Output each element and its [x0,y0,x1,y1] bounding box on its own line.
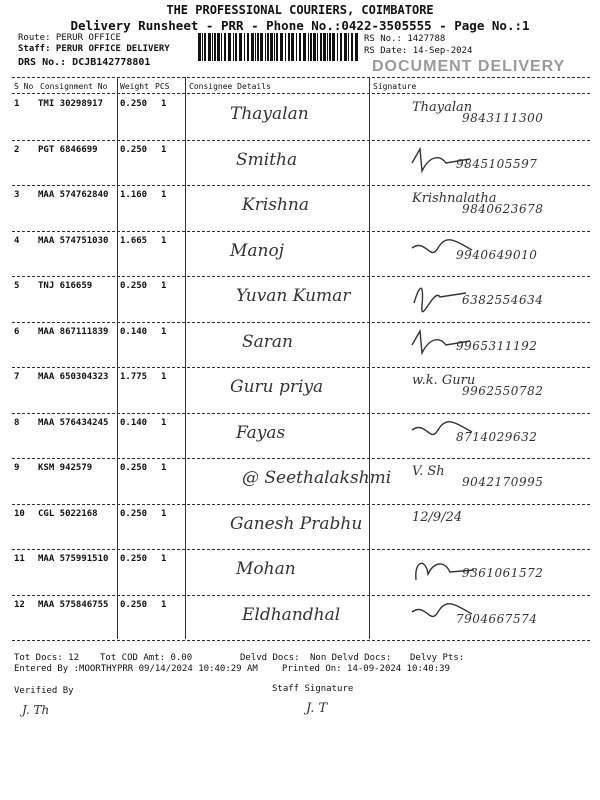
col-divider [117,77,118,639]
row-pcs: 1 [161,190,167,200]
barcode-bar [310,33,312,61]
barcode-bar [257,33,259,61]
barcode-bar [280,33,283,61]
row-consignment-no: TNJ 616659 [38,281,93,291]
entered-by: Entered By :MOORTHYPRR 09/14/2024 10:40:29 AM [14,664,258,674]
row-weight: 0.140 [120,326,148,337]
barcode-bar [267,33,269,61]
consignee-phone: 6382554634 [462,293,544,307]
row-pcs: 1 [161,508,167,519]
barcode-bar [308,33,309,61]
drs-number: DRS No.: DCJB142778801 [18,57,151,68]
row-sno: 6 [14,326,20,337]
row-sno: 3 [14,190,20,200]
barcode-bar [217,33,220,61]
col-header-pcs: PCS [155,82,170,91]
row-sno: 7 [14,372,20,382]
barcode-bar [351,33,353,61]
consignee-handwritten-name: Smitha [236,149,298,170]
document-delivery-stamp: DOCUMENT DELIVERY [372,58,566,75]
consignee-handwritten-name: Fayas [236,422,286,443]
barcode-bar [313,33,316,61]
non-delvd-docs: Non Delvd Docs: [310,653,392,663]
row-consignment-no: MAA 867111839 [38,326,109,337]
consignee-signature: Thayalan [412,100,473,115]
header-row-border [12,93,590,94]
barcode-bar [204,33,206,61]
consignee-phone: 9361061572 [462,566,544,580]
row-pcs: 1 [161,326,167,337]
consignee-handwritten-name: Manoj [230,240,284,261]
barcode-bar [327,33,328,61]
barcode-bar [228,33,231,61]
row-sno: 12 [14,599,25,610]
row-pcs: 1 [161,554,167,564]
barcode-bar [303,33,306,61]
row-pcs: 1 [161,463,167,473]
row-sno: 10 [14,508,25,519]
row-pcs: 1 [161,99,167,109]
printed-on: Printed On: 14-09-2024 10:40:39 [282,664,450,674]
row-consignment-no: MAA 576434245 [38,417,109,428]
row-consignment-no: CGL 5022168 [38,508,98,519]
consignee-phone: 9965311192 [456,338,538,353]
barcode-bar [320,33,322,61]
barcode-bar [317,33,318,61]
row-pcs: 1 [161,372,167,382]
barcode-bar [214,33,216,61]
row-consignment-no: MAA 650304323 [38,372,109,382]
table-top-border [12,77,590,78]
tot-cod-amt: Tot COD Amt: 0.00 [100,653,193,663]
row-consignment-no: MAA 574762840 [38,190,109,200]
row-separator [12,549,590,550]
col-divider [369,77,370,639]
row-separator [12,367,590,368]
barcode-bar [288,33,290,61]
row-pcs: 1 [161,599,167,610]
row-weight: 0.250 [120,599,148,610]
row-separator [12,504,590,505]
row-sno: 2 [14,144,20,155]
consignee-handwritten-name: Mohan [236,559,296,579]
table-bottom-border [12,640,590,641]
row-weight: 0.250 [120,508,148,519]
barcode-bar [323,33,326,61]
barcode-bar [247,33,249,61]
barcode-bar [251,33,254,61]
delvd-docs: Delvd Docs: [240,653,300,663]
row-sno: 5 [14,281,20,291]
barcode-icon [198,33,358,61]
consignee-phone: 9962550782 [462,384,544,398]
row-weight: 0.140 [120,417,148,428]
consignee-handwritten-name: Krishna [242,195,310,215]
barcode-bar [276,33,278,61]
barcode-bar [291,33,294,61]
signature-stroke [414,288,466,311]
consignee-handwritten-name: Ganesh Prabhu [230,513,363,534]
row-weight: 0.250 [120,463,148,473]
barcode-bar [212,33,213,61]
row-weight: 0.250 [120,144,148,155]
row-separator [12,231,590,232]
rs-date: RS Date: 14-Sep-2024 [364,46,473,56]
consignee-signature: w.k. Guru [412,373,476,388]
col-header-signature: Signature [373,82,417,91]
col-header-weight: Weight [120,82,149,91]
verified-by-signature: J. Th [22,703,50,717]
staff-signature: J. T [306,701,328,716]
barcode-bar [208,33,211,61]
row-weight: 1.160 [120,190,148,200]
barcode-bar [239,33,242,61]
tot-docs: Tot Docs: 12 [14,653,80,663]
runsheet-title: Delivery Runsheet - PRR - Phone No.:0422-3505555 - Page No.:1 [70,18,530,33]
row-consignment-no: MAA 574751030 [38,235,109,246]
row-consignment-no: PGT 6846699 [38,144,98,155]
row-weight: 0.250 [120,281,148,291]
row-pcs: 1 [161,281,167,291]
barcode-bar [285,33,286,61]
consignee-handwritten-name: Guru priya [230,377,324,397]
barcode-bar [198,33,201,61]
consignee-phone: 9840623678 [462,202,544,216]
row-separator [12,140,590,141]
consignee-phone: 9843111300 [462,111,544,125]
row-weight: 0.250 [120,554,148,564]
row-sno: 8 [14,417,20,428]
barcode-bar [296,33,297,61]
consignee-handwritten-name: Saran [242,331,293,352]
barcode-bar [270,33,273,61]
barcode-bar [244,33,245,61]
row-consignment-no: KSM 942579 [38,463,93,473]
barcode-bar [260,33,263,61]
barcode-bar [340,33,342,61]
barcode-bar [235,33,237,61]
verified-by-label: Verified By [14,686,74,696]
consignee-phone: 9845105597 [456,156,538,171]
delvy-pts: Delvy Pts: [410,653,465,663]
row-separator [12,276,590,277]
staff-label: Staff: PERUR OFFICE DELIVERY [18,44,170,54]
row-sno: 4 [14,235,20,246]
row-weight: 0.250 [120,99,148,109]
barcode-bar [332,33,335,61]
row-separator [12,322,590,323]
barcode-bar [299,33,301,61]
row-consignment-no: MAA 575991510 [38,554,109,564]
consignee-signature: 12/9/24 [412,509,463,525]
consignee-phone: 8714029632 [456,429,538,444]
row-pcs: 1 [161,235,167,246]
company-title: THE PROFESSIONAL COURIERS, COIMBATORE [166,3,434,17]
row-pcs: 1 [161,417,167,428]
consignee-handwritten-name: Thayalan [230,104,309,124]
row-separator [12,413,590,414]
consignee-phone: 9042170995 [462,475,544,489]
barcode-bar [233,33,234,61]
row-consignment-no: MAA 575846755 [38,599,109,610]
consignee-phone: 9940649010 [456,247,538,262]
row-weight: 1.665 [120,235,148,246]
barcode-bar [221,33,222,61]
col-header-sno: S No [14,82,34,91]
row-pcs: 1 [161,144,167,155]
consignee-phone: 7904667574 [456,611,538,626]
row-consignment-no: TMI 30298917 [38,99,104,109]
consignee-signature: V. Sh [412,464,445,479]
barcode-bar [355,33,358,61]
consignee-handwritten-name: Yuvan Kumar [236,286,351,306]
barcode-bar [202,33,203,61]
barcode-bar [344,33,347,61]
row-sno: 1 [14,99,20,109]
col-divider [185,77,186,639]
row-sno: 9 [14,463,20,473]
row-separator [12,595,590,596]
barcode-bar [337,33,338,61]
consignee-handwritten-name: @ Seethalakshmi [242,468,392,488]
consignee-handwritten-name: Eldhandhal [242,604,341,625]
col-header-consignment: Consignment No [40,82,108,91]
barcode-bar [265,33,266,61]
staff-signature-label: Staff Signature [272,684,354,694]
barcode-bar [329,33,331,61]
barcode-bar [224,33,226,61]
consignee-signature: Krishnalatha [412,191,497,206]
barcode-bar [274,33,275,61]
row-sno: 11 [14,554,25,564]
row-separator [12,185,590,186]
col-header-consignee: Consignee Details [189,82,271,91]
barcode-bar [255,33,256,61]
rs-number: RS No.: 1427788 [364,34,446,44]
row-separator [12,458,590,459]
route-label: Route: PERUR OFFICE [18,33,121,43]
barcode-bar [348,33,349,61]
row-weight: 1.775 [120,372,148,382]
